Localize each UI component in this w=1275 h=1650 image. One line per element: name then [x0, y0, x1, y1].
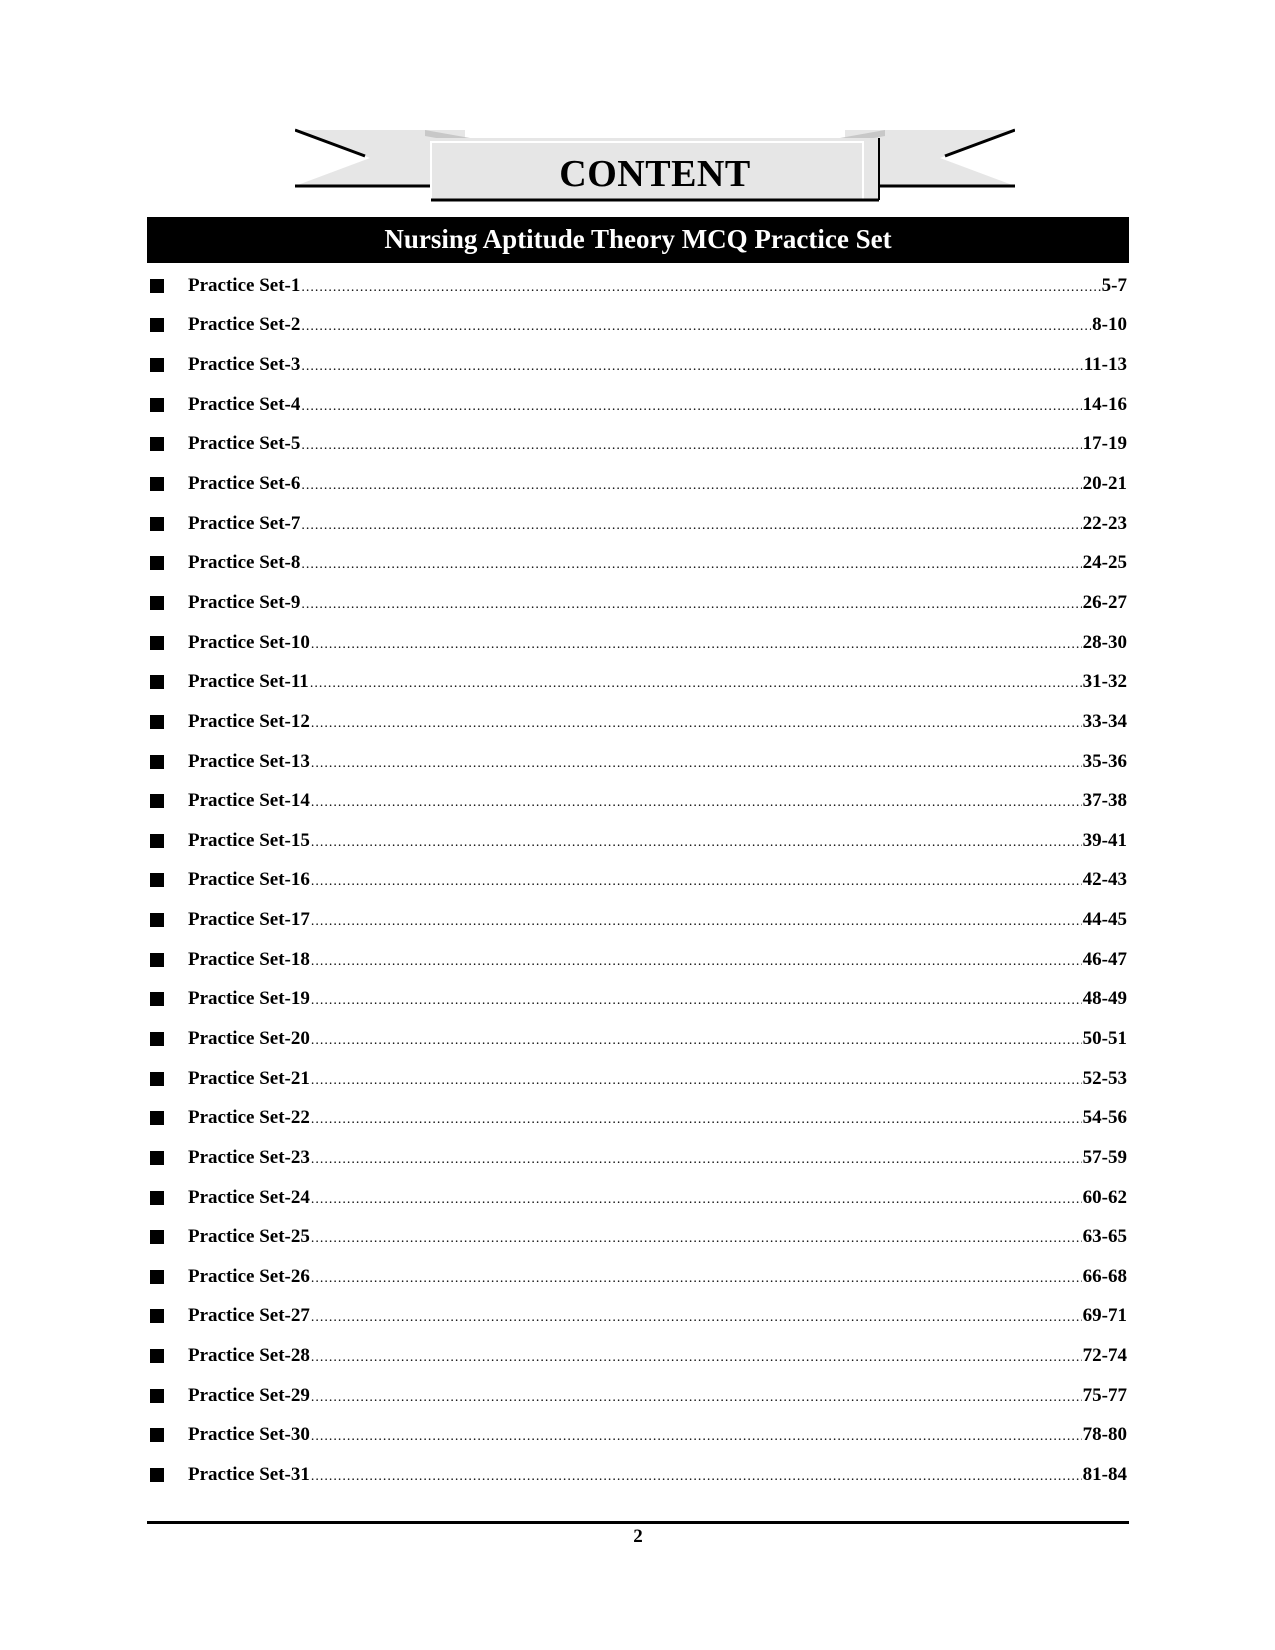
toc-entry-pages: 42-43 — [1082, 869, 1127, 891]
square-bullet-icon — [150, 477, 164, 491]
toc-entry — [147, 1059, 1129, 1099]
toc-entry — [147, 702, 1129, 742]
square-bullet-icon — [150, 437, 164, 451]
dot-leader — [311, 993, 1082, 1009]
toc-entry — [147, 425, 1129, 465]
dot-leader — [311, 1231, 1082, 1247]
square-bullet-icon — [150, 1111, 164, 1125]
toc-entry-line — [188, 394, 1127, 416]
toc-entry-title: Practice Set-8 — [188, 552, 301, 574]
toc-entry-title: Practice Set-4 — [188, 393, 301, 415]
toc-entry-pages: 57-59 — [1082, 1146, 1127, 1168]
dot-leader — [311, 954, 1082, 970]
square-bullet-icon — [150, 1270, 164, 1284]
square-bullet-icon — [150, 636, 164, 650]
toc-entry-pages: 5-7 — [1101, 274, 1127, 296]
square-bullet-icon — [150, 279, 164, 293]
toc-entry-line — [188, 1068, 1127, 1090]
dot-leader — [301, 478, 1081, 494]
toc-entry-line — [188, 473, 1127, 495]
square-bullet-icon — [150, 834, 164, 848]
toc-entry-line — [188, 869, 1127, 891]
dot-leader — [311, 1192, 1082, 1208]
toc-entry — [147, 742, 1129, 782]
toc-entry-pages: 66-68 — [1082, 1265, 1127, 1287]
toc-entry-pages: 24-25 — [1082, 552, 1127, 574]
toc-entry-line — [188, 433, 1127, 455]
dot-leader — [311, 835, 1082, 851]
toc-entry — [147, 1416, 1129, 1456]
toc-entry-title: Practice Set-7 — [188, 512, 301, 534]
dot-leader — [301, 359, 1082, 375]
toc-entry-title: Practice Set-9 — [188, 591, 301, 613]
toc-entry — [147, 464, 1129, 504]
toc-entry-pages: 31-32 — [1082, 671, 1127, 693]
toc-entry — [147, 662, 1129, 702]
dot-leader — [311, 874, 1082, 890]
toc-entry-title: Practice Set-5 — [188, 433, 301, 455]
toc-entry-pages: 46-47 — [1082, 948, 1127, 970]
toc-entry — [147, 504, 1129, 544]
toc-entry-title: Practice Set-15 — [188, 829, 310, 851]
toc-entry-line — [188, 1147, 1127, 1169]
toc-entry — [147, 861, 1129, 901]
toc-entry-pages: 69-71 — [1082, 1305, 1127, 1327]
dot-leader — [311, 914, 1082, 930]
toc-entry-title: Practice Set-1 — [188, 274, 301, 296]
square-bullet-icon — [150, 913, 164, 927]
toc-entry-line — [188, 1266, 1127, 1288]
toc-entry-pages: 75-77 — [1082, 1384, 1127, 1406]
toc-entry-line — [188, 711, 1127, 733]
toc-entry-line — [188, 949, 1127, 971]
dot-leader — [301, 597, 1081, 613]
toc-entry — [147, 1178, 1129, 1218]
dot-leader — [301, 399, 1081, 415]
toc-entry-pages: 37-38 — [1082, 790, 1127, 812]
toc-entry — [147, 306, 1129, 346]
dot-leader — [311, 1390, 1082, 1406]
toc-entry — [147, 345, 1129, 385]
dot-leader — [311, 1469, 1082, 1485]
toc-entry-pages: 72-74 — [1082, 1345, 1127, 1367]
toc-entry-line — [188, 1385, 1127, 1407]
toc-entry-pages: 17-19 — [1082, 433, 1127, 455]
square-bullet-icon — [150, 755, 164, 769]
toc-entry-line — [188, 790, 1127, 812]
square-bullet-icon — [150, 675, 164, 689]
dot-leader — [311, 1073, 1082, 1089]
dot-leader — [311, 1429, 1082, 1445]
square-bullet-icon — [150, 1032, 164, 1046]
toc-entry-title: Practice Set-21 — [188, 1067, 310, 1089]
content-banner — [295, 128, 1015, 208]
dot-leader — [311, 1033, 1082, 1049]
toc-entry-title: Practice Set-25 — [188, 1226, 310, 1248]
toc-entry-line — [188, 354, 1127, 376]
dot-leader — [311, 1112, 1082, 1128]
toc-entry-title: Practice Set-22 — [188, 1107, 310, 1129]
toc-entry — [147, 1098, 1129, 1138]
toc-entry — [147, 1217, 1129, 1257]
toc-entry-title: Practice Set-23 — [188, 1146, 310, 1168]
toc-entry — [147, 1297, 1129, 1337]
square-bullet-icon — [150, 556, 164, 570]
dot-leader — [311, 1310, 1082, 1326]
dot-leader — [311, 1350, 1082, 1366]
toc-entry-title: Practice Set-18 — [188, 948, 310, 970]
toc-entry — [147, 1455, 1129, 1495]
toc-entry-title: Practice Set-13 — [188, 750, 310, 772]
toc-entry — [147, 623, 1129, 663]
toc-entry — [147, 1376, 1129, 1416]
square-bullet-icon — [150, 992, 164, 1006]
toc-entry — [147, 583, 1129, 623]
square-bullet-icon — [150, 1191, 164, 1205]
toc-entry — [147, 1257, 1129, 1297]
toc-entry-pages: 60-62 — [1082, 1186, 1127, 1208]
square-bullet-icon — [150, 873, 164, 887]
toc-entry-title: Practice Set-31 — [188, 1464, 310, 1486]
toc-entry-title: Practice Set-10 — [188, 631, 310, 653]
toc-entry-title: Practice Set-2 — [188, 314, 301, 336]
square-bullet-icon — [150, 596, 164, 610]
page-title: CONTENT — [559, 153, 751, 195]
dot-leader — [301, 557, 1081, 573]
toc-entry-title: Practice Set-27 — [188, 1305, 310, 1327]
toc-entry-pages: 33-34 — [1082, 710, 1127, 732]
toc-entry-title: Practice Set-12 — [188, 710, 310, 732]
dot-leader — [301, 438, 1081, 454]
toc-entry-line — [188, 1345, 1127, 1367]
toc-entry-pages: 22-23 — [1082, 512, 1127, 534]
toc-entry-line — [188, 751, 1127, 773]
toc-entry-line — [188, 830, 1127, 852]
dot-leader — [311, 637, 1082, 653]
square-bullet-icon — [150, 715, 164, 729]
toc-entry-title: Practice Set-17 — [188, 909, 310, 931]
toc-entry-line — [188, 314, 1127, 336]
toc-entry-pages: 50-51 — [1082, 1027, 1127, 1049]
toc-entry-pages: 81-84 — [1082, 1464, 1127, 1486]
dot-leader — [310, 676, 1082, 692]
toc-entry-pages: 11-13 — [1083, 354, 1127, 376]
dot-leader — [311, 1271, 1082, 1287]
toc-entry-pages: 26-27 — [1082, 591, 1127, 613]
dot-leader — [301, 319, 1091, 335]
toc-entry-title: Practice Set-28 — [188, 1345, 310, 1367]
toc-entry-line — [188, 1187, 1127, 1209]
toc-entry — [147, 940, 1129, 980]
dot-leader — [301, 518, 1081, 534]
toc-entry-line — [188, 275, 1127, 297]
toc-entry — [147, 821, 1129, 861]
toc-entry — [147, 900, 1129, 940]
toc-entry-line — [188, 988, 1127, 1010]
toc-entry-line — [188, 909, 1127, 931]
square-bullet-icon — [150, 1389, 164, 1403]
toc-entry-title: Practice Set-29 — [188, 1384, 310, 1406]
toc-entry-pages: 63-65 — [1082, 1226, 1127, 1248]
toc-entry-pages: 20-21 — [1082, 473, 1127, 495]
toc-entry-line — [188, 1424, 1127, 1446]
toc-entry-pages: 44-45 — [1082, 909, 1127, 931]
toc-entry-pages: 52-53 — [1082, 1067, 1127, 1089]
square-bullet-icon — [150, 1072, 164, 1086]
square-bullet-icon — [150, 1230, 164, 1244]
toc-entry-title: Practice Set-30 — [188, 1424, 310, 1446]
toc-entry-title: Practice Set-24 — [188, 1186, 310, 1208]
toc-entry-pages: 28-30 — [1082, 631, 1127, 653]
square-bullet-icon — [150, 1151, 164, 1165]
toc-entry-title: Practice Set-19 — [188, 988, 310, 1010]
toc-entry — [147, 543, 1129, 583]
toc-entry-line — [188, 552, 1127, 574]
square-bullet-icon — [150, 794, 164, 808]
toc-entry-title: Practice Set-11 — [188, 671, 309, 693]
square-bullet-icon — [150, 953, 164, 967]
table-of-contents — [147, 266, 1129, 1495]
toc-entry-line — [188, 632, 1127, 654]
toc-entry-pages: 39-41 — [1082, 829, 1127, 851]
toc-entry-pages: 14-16 — [1082, 393, 1127, 415]
toc-entry-title: Practice Set-16 — [188, 869, 310, 891]
toc-entry-line — [188, 1464, 1127, 1486]
toc-entry-line — [188, 671, 1127, 693]
toc-entry-pages: 54-56 — [1082, 1107, 1127, 1129]
toc-entry-pages: 8-10 — [1092, 314, 1127, 336]
toc-entry-title: Practice Set-3 — [188, 354, 301, 376]
toc-entry-line — [188, 1028, 1127, 1050]
toc-entry-title: Practice Set-14 — [188, 790, 310, 812]
square-bullet-icon — [150, 398, 164, 412]
toc-entry — [147, 1019, 1129, 1059]
page-number: 2 — [633, 1526, 643, 1547]
toc-entry-pages: 78-80 — [1082, 1424, 1127, 1446]
toc-entry-line — [188, 1305, 1127, 1327]
toc-entry — [147, 1336, 1129, 1376]
toc-entry-title: Practice Set-6 — [188, 473, 301, 495]
dot-leader — [311, 716, 1082, 732]
dot-leader — [301, 280, 1100, 296]
section-heading: Nursing Aptitude Theory MCQ Practice Set — [147, 217, 1129, 263]
square-bullet-icon — [150, 1428, 164, 1442]
toc-entry — [147, 980, 1129, 1020]
dot-leader — [311, 795, 1082, 811]
square-bullet-icon — [150, 318, 164, 332]
square-bullet-icon — [150, 358, 164, 372]
square-bullet-icon — [150, 1309, 164, 1323]
dot-leader — [311, 1152, 1082, 1168]
toc-entry-title: Practice Set-20 — [188, 1027, 310, 1049]
square-bullet-icon — [150, 517, 164, 531]
toc-entry-title: Practice Set-26 — [188, 1265, 310, 1287]
square-bullet-icon — [150, 1468, 164, 1482]
square-bullet-icon — [150, 1349, 164, 1363]
toc-entry — [147, 781, 1129, 821]
toc-entry-line — [188, 1226, 1127, 1248]
toc-entry — [147, 266, 1129, 306]
toc-entry-line — [188, 592, 1127, 614]
toc-entry-line — [188, 1107, 1127, 1129]
toc-entry — [147, 1138, 1129, 1178]
dot-leader — [311, 756, 1082, 772]
toc-entry — [147, 385, 1129, 425]
footer-divider — [147, 1521, 1129, 1524]
toc-entry-pages: 48-49 — [1082, 988, 1127, 1010]
toc-entry-pages: 35-36 — [1082, 750, 1127, 772]
toc-entry-line — [188, 513, 1127, 535]
